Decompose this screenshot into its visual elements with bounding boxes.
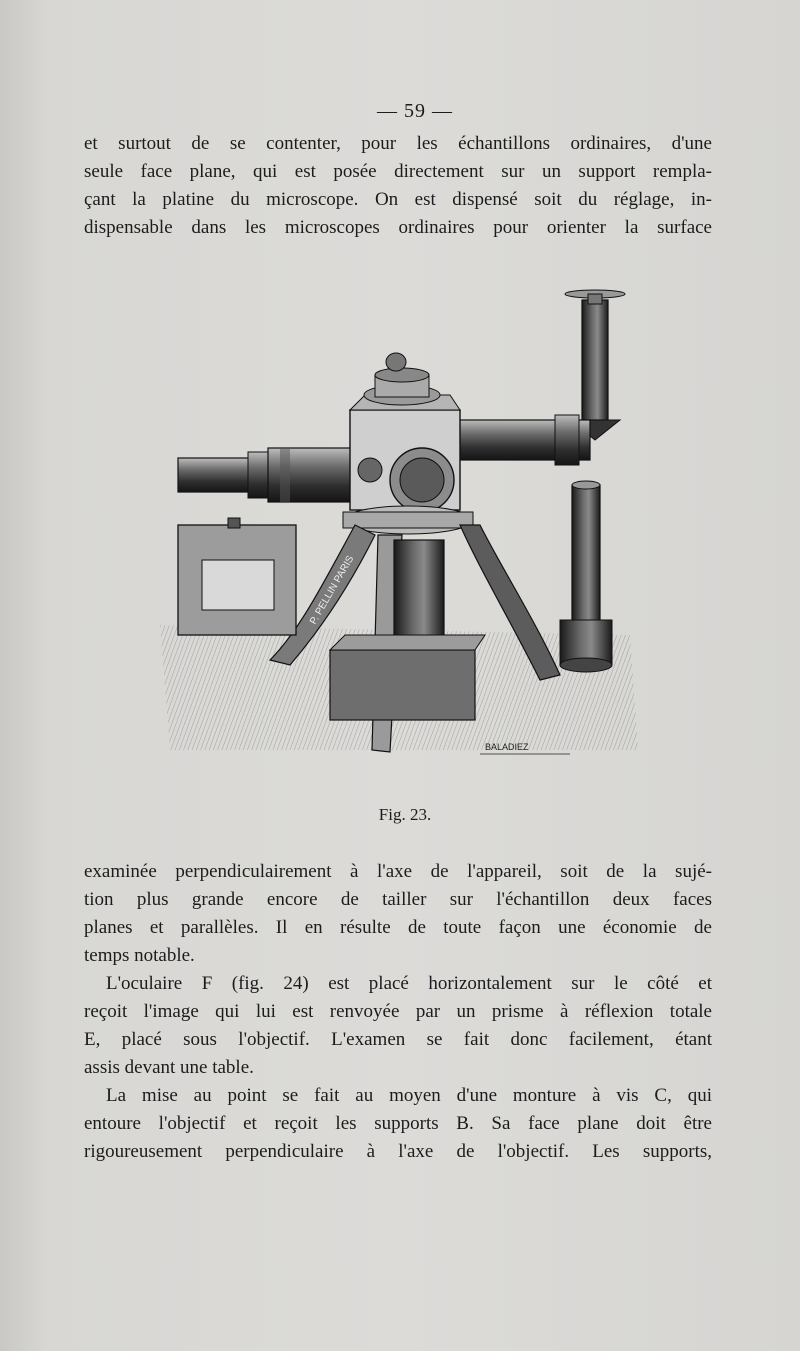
text-line: E, placé sous l'objectif. L'examen se fait donc facilement, étant xyxy=(84,1029,712,1050)
paragraph-bottom xyxy=(84,858,712,1166)
microscope-illustration xyxy=(150,280,650,780)
text-line: dispensable dans les microscopes ordinaires pour orienter la surface xyxy=(84,217,712,238)
page-number: — 59 — xyxy=(377,100,453,122)
text-line: rigoureusement perpendiculaire à l'axe de l'objectif. Les supports, xyxy=(84,1141,712,1162)
maker-engraving: P. PELLIN PARIS xyxy=(308,553,357,627)
text-line: L'oculaire F (fig. 24) est placé horizontalement sur le côté et xyxy=(106,973,712,994)
text-line: tion plus grande encore de tailler sur l'échantillon deux faces xyxy=(84,889,712,910)
microscope-engraving xyxy=(150,280,650,780)
text-line: examinée perpendiculairement à l'axe de l'appareil, soit de la sujé- xyxy=(84,861,712,882)
text-line: entoure l'objectif et reçoit les supports B. Sa face plane doit être xyxy=(84,1113,712,1134)
text-line: La mise au point se fait au moyen d'une monture à vis C, qui xyxy=(106,1085,712,1106)
text-line: reçoit l'image qui lui est renvoyée par un prisme à réflexion totale xyxy=(84,1001,712,1022)
text-line: çant la platine du microscope. On est dispensé soit du réglage, in- xyxy=(84,189,712,210)
figure-caption: Fig. 23. xyxy=(378,805,432,824)
engraver-signature: BALADIEZ xyxy=(485,742,529,752)
text-line: assis devant une table. xyxy=(84,1057,254,1078)
text-line: seule face plane, qui est posée directement sur un support rempla- xyxy=(84,161,712,182)
paragraph-top xyxy=(84,130,712,242)
text-line: et surtout de se contenter, pour les échantillons ordinaires, d'une xyxy=(84,133,712,154)
text-line: temps notable. xyxy=(84,945,195,966)
text-line: planes et parallèles. Il en résulte de toute façon une économie de xyxy=(84,917,712,938)
